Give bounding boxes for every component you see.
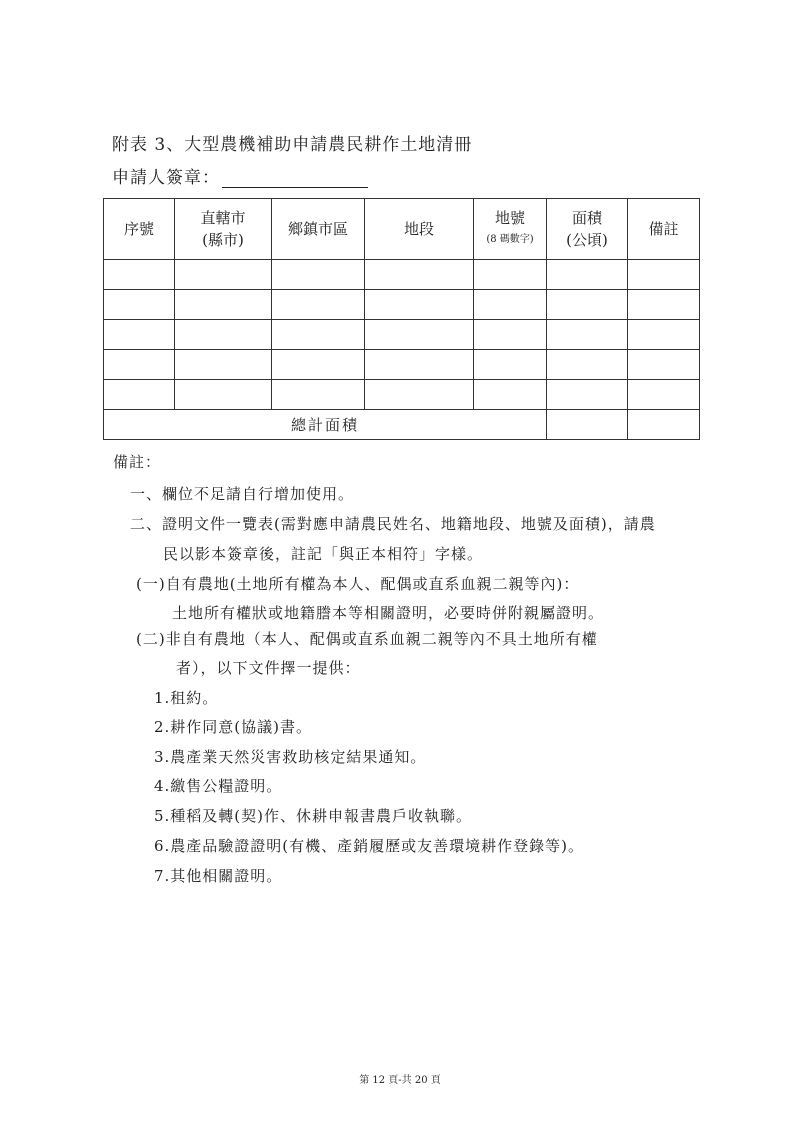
note-sub-2-line1: (二)非自有農地（本人、配偶或直系血親二親等內不具土地所有權 (136, 630, 598, 648)
table-row (104, 260, 700, 290)
page-number: 第 12 頁-共 20 頁 (359, 1075, 441, 1086)
table-header-row (104, 199, 700, 260)
table-cell[interactable] (628, 260, 700, 290)
table-cell[interactable] (628, 350, 700, 380)
header-city-line1: 直轄市 (200, 209, 246, 227)
note-item-1: 一、欄位不足請自行增加使用。 (130, 485, 355, 503)
header-area-line2: (公頃) (566, 231, 608, 249)
table-cell[interactable] (474, 380, 547, 410)
table-cell[interactable] (628, 290, 700, 320)
header-township: 鄉鎮市區 (272, 199, 365, 260)
table-cell[interactable] (628, 320, 700, 350)
table-row (104, 320, 700, 350)
note-item-2-line1: 二、證明文件一覽表(需對應申請農民姓名、地籍地段、地號及面積)，請農 (130, 515, 656, 533)
header-lot (474, 199, 547, 260)
header-area (547, 199, 628, 260)
table-cell[interactable] (104, 380, 175, 410)
table-cell[interactable] (547, 350, 628, 380)
list-item: 5.種稻及轉(契)作、休耕申報書農戶收執聯。 (154, 807, 473, 825)
table-cell[interactable] (365, 260, 474, 290)
header-area-line1: 面積 (571, 209, 602, 227)
table-cell[interactable] (628, 380, 700, 410)
signature-label: 申請人簽章： (112, 168, 220, 188)
table-cell[interactable] (474, 320, 547, 350)
table-cell[interactable] (365, 290, 474, 320)
table-row (104, 290, 700, 320)
list-item: 6.農產品驗證證明(有機、產銷履歷或友善環境耕作登錄等)。 (154, 837, 585, 855)
table-row (104, 380, 700, 410)
header-city-line2: (縣市) (202, 231, 244, 249)
note-sub-1-line2: 土地所有權狀或地籍謄本等相關證明，必要時併附親屬證明。 (172, 604, 605, 622)
header-lot-line2: (8 碼數字) (486, 234, 534, 245)
header-remarks: 備註 (628, 199, 700, 260)
table-cell[interactable] (272, 290, 365, 320)
table-cell[interactable] (474, 350, 547, 380)
signature-line (112, 163, 368, 188)
table-cell[interactable] (175, 290, 272, 320)
signature-blank (222, 169, 368, 188)
list-item: 1.租約。 (154, 689, 219, 707)
table-cell[interactable] (272, 350, 365, 380)
table-cell[interactable] (272, 260, 365, 290)
header-city (175, 199, 272, 260)
table-cell[interactable] (365, 350, 474, 380)
note-item-2-line2: 民以影本簽章後，註記「與正本相符」字樣。 (163, 545, 484, 563)
table-cell[interactable] (175, 320, 272, 350)
table-cell[interactable] (175, 260, 272, 290)
table-cell[interactable] (175, 350, 272, 380)
table-cell[interactable] (104, 260, 175, 290)
table-cell[interactable] (104, 320, 175, 350)
table-cell[interactable] (272, 380, 365, 410)
land-list-table (103, 198, 700, 440)
total-row (104, 410, 700, 440)
header-serial: 序號 (104, 199, 175, 260)
document-title: 附表 3、大型農機補助申請農民耕作土地清冊 (112, 135, 473, 155)
list-item: 4.繳售公糧證明。 (154, 777, 283, 795)
table-cell[interactable] (547, 380, 628, 410)
table-cell[interactable] (175, 380, 272, 410)
table-cell[interactable] (104, 350, 175, 380)
table-cell[interactable] (104, 290, 175, 320)
total-area-value-cell[interactable] (547, 410, 628, 440)
list-item: 7.其他相關證明。 (154, 867, 283, 885)
note-sub-2-line2: 者），以下文件擇一提供： (176, 659, 361, 677)
table-cell[interactable] (547, 290, 628, 320)
list-item: 3.農產業天然災害救助核定結果通知。 (154, 748, 427, 766)
table-cell[interactable] (272, 320, 365, 350)
table-cell[interactable] (365, 380, 474, 410)
table-cell[interactable] (365, 320, 474, 350)
table-cell[interactable] (547, 260, 628, 290)
table-cell[interactable] (474, 290, 547, 320)
notes-title: 備註： (113, 453, 162, 471)
table-row (104, 350, 700, 380)
header-lot-line1: 地號 (494, 209, 525, 227)
header-section: 地段 (365, 199, 474, 260)
list-item: 2.耕作同意(協議)書。 (154, 718, 313, 736)
total-area-label: 總計面積 (104, 410, 547, 440)
total-remarks-cell[interactable] (628, 410, 700, 440)
note-sub-1-line1: (一)自有農地(土地所有權為本人、配偶或直系血親二親等內)： (136, 575, 580, 593)
table-cell[interactable] (547, 320, 628, 350)
table-cell[interactable] (474, 260, 547, 290)
